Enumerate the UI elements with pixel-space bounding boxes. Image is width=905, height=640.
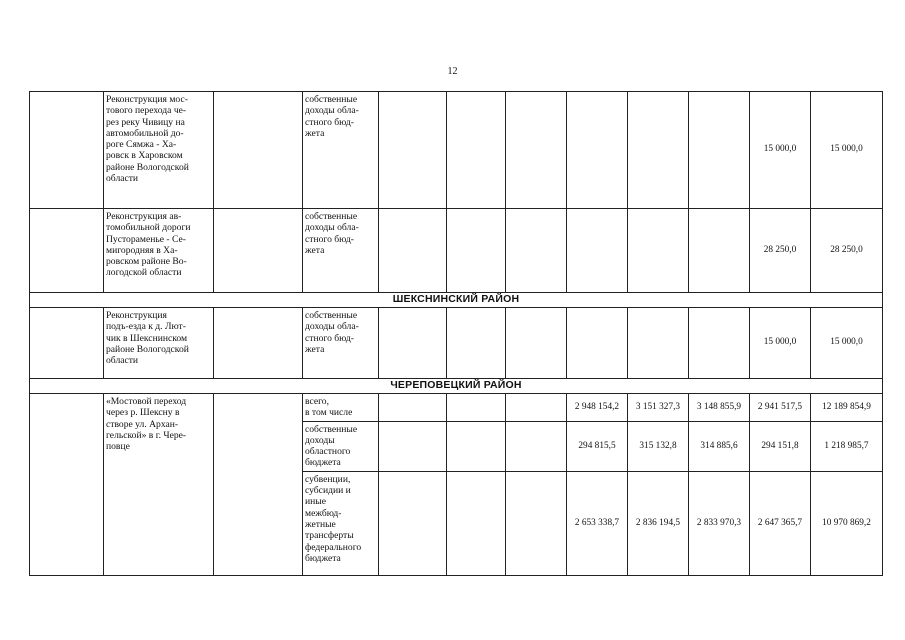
empty-cell bbox=[214, 92, 303, 209]
table-row bbox=[30, 308, 883, 379]
empty-cell bbox=[506, 308, 567, 379]
empty-cell bbox=[379, 209, 447, 293]
funding-source: всего, в том числе bbox=[303, 394, 379, 422]
table-row bbox=[30, 209, 883, 293]
empty-cell bbox=[506, 421, 567, 471]
empty-cell bbox=[214, 308, 303, 379]
value-cell: 314 885,6 bbox=[689, 421, 750, 471]
empty-cell bbox=[379, 421, 447, 471]
empty-cell bbox=[628, 308, 689, 379]
empty-cell bbox=[447, 394, 506, 422]
value-cell: 2 833 970,3 bbox=[689, 471, 750, 575]
value-cell: 2 836 194,5 bbox=[628, 471, 689, 575]
funding-source: собственные доходы областного бюджета bbox=[303, 421, 379, 471]
section-row bbox=[30, 293, 883, 308]
value-cell: 15 000,0 bbox=[750, 92, 811, 209]
object-name: «Мостовой переход через р. Шексну в створе ул. Архан- гельской» в г. Чере- повце bbox=[104, 394, 214, 576]
value-cell: 2 653 338,7 bbox=[567, 471, 628, 575]
empty-cell bbox=[689, 308, 750, 379]
empty-cell bbox=[628, 92, 689, 209]
value-cell: 3 151 327,3 bbox=[628, 394, 689, 422]
object-name: Реконструкция мос- тового перехода че- рез реку Чивицу на автомобильной до- роге Сямжа - Ха- ровск в Харовском районе Вологодской области bbox=[104, 92, 214, 209]
empty-cell bbox=[30, 308, 104, 379]
total-cell: 12 189 854,9 bbox=[811, 394, 883, 422]
empty-cell bbox=[628, 209, 689, 293]
empty-cell bbox=[214, 394, 303, 576]
empty-cell bbox=[689, 209, 750, 293]
empty-cell bbox=[214, 209, 303, 293]
table-row bbox=[30, 92, 883, 209]
value-cell: 294 815,5 bbox=[567, 421, 628, 471]
value-cell: 28 250,0 bbox=[750, 209, 811, 293]
total-cell: 1 218 985,7 bbox=[811, 421, 883, 471]
empty-cell bbox=[379, 394, 447, 422]
empty-cell bbox=[567, 308, 628, 379]
value-cell: 3 148 855,9 bbox=[689, 394, 750, 422]
empty-cell bbox=[689, 92, 750, 209]
object-name: Реконструкция ав- томобильной дороги Пустораменье - Се- мигородняя в Ха- ровском районе Во- логодской области bbox=[104, 209, 214, 293]
funding-source: собственные доходы обла- стного бюд- жета bbox=[303, 308, 379, 379]
table-row bbox=[30, 394, 883, 422]
empty-cell bbox=[506, 209, 567, 293]
empty-cell bbox=[30, 394, 104, 576]
empty-cell bbox=[379, 92, 447, 209]
section-title-cherepovets: ЧЕРЕПОВЕЦКИЙ РАЙОН bbox=[30, 379, 883, 394]
funding-source: субвенции, субсидии и иные межбюд- жетные трансферты федерального бюджета bbox=[303, 471, 379, 575]
funding-source: собственные доходы обла- стного бюд- жета bbox=[303, 209, 379, 293]
empty-cell bbox=[447, 308, 506, 379]
value-cell: 315 132,8 bbox=[628, 421, 689, 471]
total-cell: 15 000,0 bbox=[811, 92, 883, 209]
empty-cell bbox=[506, 471, 567, 575]
empty-cell bbox=[447, 421, 506, 471]
value-cell: 294 151,8 bbox=[750, 421, 811, 471]
empty-cell bbox=[567, 92, 628, 209]
object-name: Реконструкция подъ-езда к д. Лют- чик в Шекснинском районе Вологодской области bbox=[104, 308, 214, 379]
section-title-sheksna: ШЕКСНИНСКИЙ РАЙОН bbox=[30, 293, 883, 308]
empty-cell bbox=[379, 471, 447, 575]
empty-cell bbox=[447, 92, 506, 209]
empty-cell bbox=[506, 92, 567, 209]
value-cell: 2 647 365,7 bbox=[750, 471, 811, 575]
total-cell: 15 000,0 bbox=[811, 308, 883, 379]
program-table bbox=[29, 91, 883, 576]
empty-cell bbox=[447, 209, 506, 293]
empty-cell bbox=[567, 209, 628, 293]
value-cell: 15 000,0 bbox=[750, 308, 811, 379]
empty-cell bbox=[506, 394, 567, 422]
section-row bbox=[30, 379, 883, 394]
total-cell: 28 250,0 bbox=[811, 209, 883, 293]
empty-cell bbox=[447, 471, 506, 575]
empty-cell bbox=[30, 92, 104, 209]
total-cell: 10 970 869,2 bbox=[811, 471, 883, 575]
page-number: 12 bbox=[447, 66, 458, 77]
empty-cell bbox=[379, 308, 447, 379]
funding-source: собственные доходы обла- стного бюд- жета bbox=[303, 92, 379, 209]
value-cell: 2 941 517,5 bbox=[750, 394, 811, 422]
value-cell: 2 948 154,2 bbox=[567, 394, 628, 422]
empty-cell bbox=[30, 209, 104, 293]
